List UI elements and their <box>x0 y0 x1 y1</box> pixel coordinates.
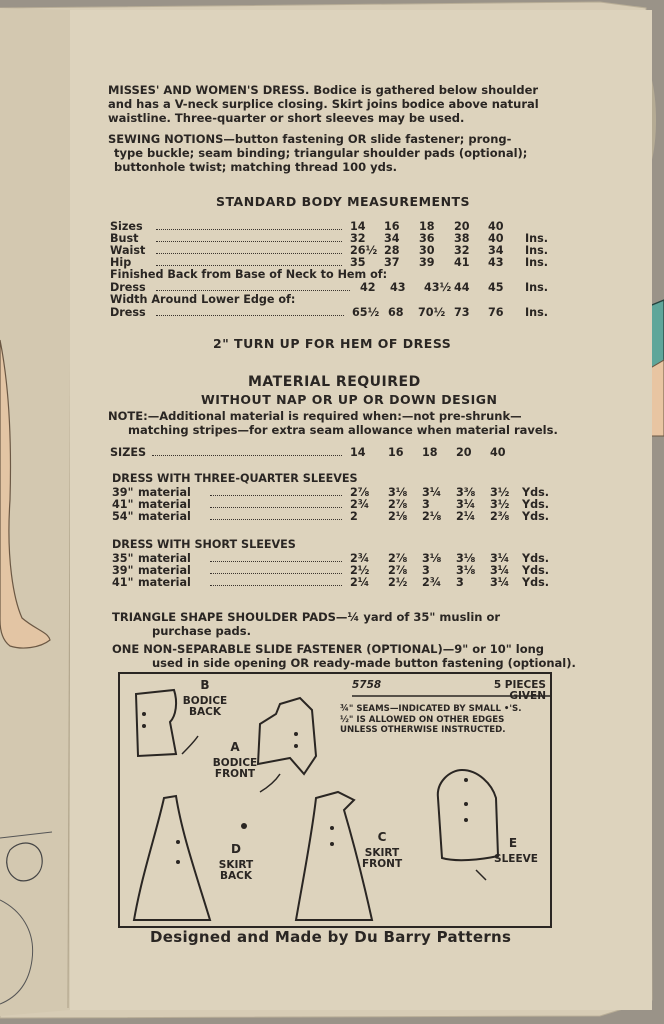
material-group-title: DRESS WITH SHORT SLEEVES <box>112 538 296 551</box>
finished-back-label: Finished Back from Base of Neck to Hem of: <box>110 268 388 281</box>
table-cell: 73 <box>454 306 470 319</box>
unit-label: Yds. <box>522 486 550 499</box>
pattern-sheet <box>70 10 652 1010</box>
table-cell: 42 <box>360 281 376 294</box>
unit-label: Yds. <box>522 498 550 511</box>
unit-label: Yds. <box>522 564 550 577</box>
shoulder-pads: TRIANGLE SHAPE SHOULDER PADS—¼ yard of 35" muslin or purchase pads. <box>112 610 501 638</box>
table-cell: 70½ <box>418 306 446 319</box>
hem-note: 2" TURN UP FOR HEM OF DRESS <box>213 336 452 351</box>
table-cell: 2 <box>350 510 358 523</box>
table-cell: 32 <box>454 244 470 257</box>
dot-leader <box>156 306 344 316</box>
table-cell: 68 <box>388 306 404 319</box>
table-cell: 20 <box>456 446 472 459</box>
pieces-given: 5 PIECES GIVEN <box>493 679 546 702</box>
table-cell: 16 <box>384 220 400 233</box>
piece-a-label: BODICE FRONT <box>212 757 258 780</box>
sleeve-piece <box>438 770 498 860</box>
unit-label: Ins. <box>525 256 549 269</box>
row-label: material <box>138 498 191 511</box>
dot-leader <box>156 256 342 266</box>
piece-c-label: SKIRT FRONT <box>362 847 403 870</box>
table-cell: 18 <box>419 220 435 233</box>
row-label: Bust <box>110 232 139 245</box>
piece-d-letter: D <box>231 842 241 856</box>
table-cell: 3⅜ <box>456 486 476 499</box>
table-cell: 3⅛ <box>388 486 408 499</box>
width-label: Width Around Lower Edge of: <box>110 293 296 306</box>
table-cell: 40 <box>490 446 506 459</box>
pattern-number: 5758 <box>352 679 382 691</box>
table-cell: 3 <box>422 498 430 511</box>
piece-d-label: SKIRT BACK <box>218 859 254 882</box>
row-label: SIZES <box>110 446 147 459</box>
dot-leader <box>210 552 342 562</box>
seam-notes: ¾" SEAMS—INDICATED BY SMALL •'S. ½" IS ALLOWED ON OTHER EDGES UNLESS OTHERWISE INSTRUCTED. <box>340 704 522 735</box>
table-cell: 2⅞ <box>388 498 408 511</box>
table-cell: 45 <box>488 281 504 294</box>
material-row <box>70 576 652 589</box>
skirt-back-piece <box>134 796 210 920</box>
material-row <box>70 510 652 523</box>
table-cell: 40 <box>488 232 504 245</box>
table-cell: 37 <box>384 256 400 269</box>
table-cell: 18 <box>422 446 438 459</box>
row-label: material <box>138 552 191 565</box>
table-cell: 2⅞ <box>388 564 408 577</box>
material-width: 41" <box>112 576 134 589</box>
material-width: 39" <box>112 486 134 499</box>
table-cell: 39 <box>419 256 435 269</box>
dot-leader <box>210 510 342 520</box>
table-cell: 36 <box>419 232 435 245</box>
pattern-pieces-diagram <box>118 672 552 928</box>
table-cell: 3¼ <box>456 498 476 511</box>
sewing-notions: SEWING NOTIONS—button fastening OR slide fastener; prong- type buckle; seam binding; triangular shoulder pads (optional); buttonhole twist; matching thread 100 yds. <box>108 132 528 174</box>
dot-leader <box>210 498 342 508</box>
table-cell: 3⅛ <box>456 552 476 565</box>
material-width: 39" <box>112 564 134 577</box>
piece-c-letter: C <box>377 830 387 844</box>
table-cell: 16 <box>388 446 404 459</box>
table-cell: 2⅛ <box>422 510 442 523</box>
row-label: Dress <box>110 306 146 319</box>
material-subtitle: WITHOUT NAP OR UP OR DOWN DESIGN <box>201 392 498 407</box>
table-cell: 3¼ <box>490 576 510 589</box>
row-label: Dress <box>110 281 146 294</box>
table-cell: 43½ <box>424 281 452 294</box>
row-label: Sizes <box>110 220 143 233</box>
table-cell: 2½ <box>350 564 370 577</box>
table-cell: 3¼ <box>422 486 442 499</box>
dot-leader <box>210 576 342 586</box>
table-cell: 3¼ <box>490 552 510 565</box>
description: MISSES' AND WOMEN'S DRESS. Bodice is gathered below shoulder and has a V-neck surplice closing. Skirt joins bodice above natural waistline. Three-quarter or short sleeves may be used. <box>108 83 539 125</box>
row-label: material <box>138 576 191 589</box>
dot-leader <box>156 220 342 230</box>
table-cell: 20 <box>454 220 470 233</box>
table-cell: 44 <box>454 281 470 294</box>
table-cell: 3 <box>422 564 430 577</box>
table-cell: 3½ <box>490 498 510 511</box>
material-title: MATERIAL REQUIRED <box>248 374 421 390</box>
material-width: 54" <box>112 510 134 523</box>
table-cell: 14 <box>350 220 366 233</box>
table-cell: 38 <box>454 232 470 245</box>
dot-leader <box>210 486 342 496</box>
piece-b-label: BODICE BACK <box>182 695 228 718</box>
table-cell: 35 <box>350 256 366 269</box>
unit-label: Ins. <box>525 232 549 245</box>
table-cell: 2½ <box>388 576 408 589</box>
measurements-title: STANDARD BODY MEASUREMENTS <box>216 194 471 209</box>
row-label: Waist <box>110 244 146 257</box>
table-cell: 30 <box>419 244 435 257</box>
table-cell: 43 <box>390 281 406 294</box>
unit-label: Yds. <box>522 552 550 565</box>
material-width: 41" <box>112 498 134 511</box>
dot-leader <box>156 232 342 242</box>
table-cell: 2¼ <box>350 576 370 589</box>
unit-label: Ins. <box>525 306 549 319</box>
dot-leader <box>210 564 342 574</box>
piece-a-letter: A <box>230 740 240 754</box>
table-cell: 28 <box>384 244 400 257</box>
skirt-front-piece <box>296 792 372 920</box>
footer-credit: Designed and Made by Du Barry Patterns <box>150 928 512 946</box>
table-cell: 40 <box>488 220 504 233</box>
table-cell: 34 <box>384 232 400 245</box>
table-cell: 65½ <box>352 306 380 319</box>
table-cell: 2¾ <box>350 498 370 511</box>
dot-leader <box>156 244 342 254</box>
dot-leader <box>156 281 350 291</box>
table-cell: 2¾ <box>350 552 370 565</box>
table-cell: 43 <box>488 256 504 269</box>
piece-e-letter: E <box>508 836 518 850</box>
dot-leader <box>152 446 342 456</box>
table-cell: 34 <box>488 244 504 257</box>
unit-label: Ins. <box>525 281 549 294</box>
measurement-row <box>70 306 652 319</box>
table-cell: 3⅛ <box>422 552 442 565</box>
table-cell: 76 <box>488 306 504 319</box>
sizes-row <box>70 446 652 459</box>
table-cell: 3 <box>456 576 464 589</box>
unit-label: Yds. <box>522 510 550 523</box>
row-label: Hip <box>110 256 132 269</box>
material-width: 35" <box>112 552 134 565</box>
table-cell: 3⅛ <box>456 564 476 577</box>
row-label: material <box>138 510 191 523</box>
table-cell: 2¼ <box>456 510 476 523</box>
table-cell: 32 <box>350 232 366 245</box>
table-cell: 2⅞ <box>388 552 408 565</box>
table-cell: 2⅜ <box>490 510 510 523</box>
unit-label: Yds. <box>522 576 550 589</box>
bodice-back-piece <box>136 690 176 756</box>
bodice-front-piece <box>258 698 316 774</box>
table-cell: 3½ <box>490 486 510 499</box>
piece-b-letter: B <box>200 678 210 692</box>
table-cell: 26½ <box>350 244 378 257</box>
piece-e-label: SLEEVE <box>494 853 538 865</box>
table-cell: 2¾ <box>422 576 442 589</box>
unit-label: Ins. <box>525 244 549 257</box>
row-label: material <box>138 564 191 577</box>
material-group-title: DRESS WITH THREE-QUARTER SLEEVES <box>112 472 358 485</box>
table-cell: 2⅛ <box>388 510 408 523</box>
table-cell: 3¼ <box>490 564 510 577</box>
row-label: material <box>138 486 191 499</box>
table-cell: 14 <box>350 446 366 459</box>
table-cell: 2⅞ <box>350 486 370 499</box>
material-note: NOTE:—Additional material is required when:—not pre-shrunk— matching stripes—for extra seam allowance when material ravels. <box>108 409 558 437</box>
table-cell: 41 <box>454 256 470 269</box>
slide-fastener: ONE NON-SEPARABLE SLIDE FASTENER (OPTIONAL)—9" or 10" long used in side opening OR ready-made button fastening (optional). <box>112 642 576 670</box>
